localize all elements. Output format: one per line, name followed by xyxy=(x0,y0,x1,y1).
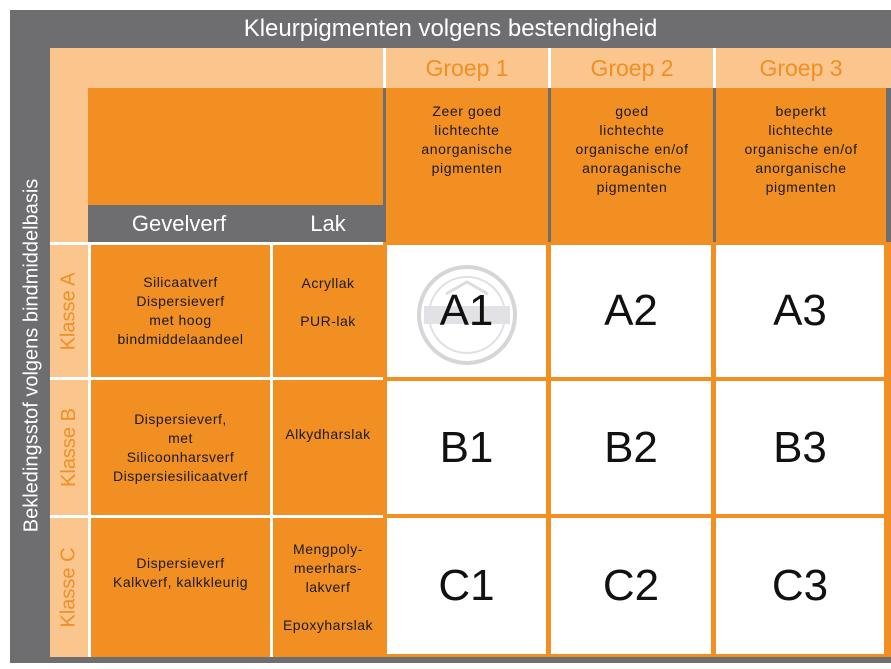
header-corner-block xyxy=(88,88,383,205)
side-title: Bekledingsstof volgens bindmiddelbasis xyxy=(20,178,43,533)
cell-c2: C2 xyxy=(602,561,660,610)
group-3-description: beperkt lichtechte organische en/of anorganische pigmenten xyxy=(716,88,886,242)
group-1-header: Groep 1 xyxy=(425,54,509,81)
diagram-title: Kleurpigmenten volgens bestendigheid xyxy=(243,15,658,42)
klasse-b-band xyxy=(50,380,88,515)
klasse-c-band xyxy=(50,518,88,657)
klasse-b-gevelverf: Dispersieverf, met Silicoonharsverf Dispersiesilicaatverf xyxy=(91,380,270,515)
cell-a3: A3 xyxy=(773,286,827,335)
klasse-a-lak: Acryllak PUR-lak xyxy=(273,245,383,377)
group-2-description: goed lichtechte organische en/of anoraganische pigmenten xyxy=(551,88,713,242)
klasse-a-gevelverf: Silicaatverf Dispersieverf met hoog bindmiddelaandeel xyxy=(91,245,270,377)
klasse-a-band xyxy=(50,245,88,377)
cell-c3: C3 xyxy=(771,561,829,610)
cell-a2: A2 xyxy=(604,286,658,335)
side-title-container xyxy=(14,48,50,663)
cell-b1: B1 xyxy=(439,422,494,472)
klasse-c-lak: Mengpoly- meerhars- lakverf Epoxyharslak xyxy=(273,518,383,657)
column-header-gevelverf: Gevelverf xyxy=(88,205,270,242)
grid-line-horizontal xyxy=(383,654,891,657)
klasse-b-lak: Alkydharslak xyxy=(273,380,383,515)
cell-b3: B3 xyxy=(773,422,827,472)
header-separator xyxy=(548,48,551,88)
cell-a1: A1 xyxy=(439,286,494,335)
header-separator xyxy=(713,48,716,88)
klasse-b-label: Klasse B xyxy=(57,408,80,487)
klasse-c-gevelverf: Dispersieverf Kalkverf, kalkkleurig xyxy=(91,518,270,657)
klasse-c-label: Klasse C xyxy=(57,547,80,628)
header-separator xyxy=(383,48,386,88)
group-1-description: Zeer goed lichtechte anorganische pigmenten xyxy=(386,88,548,242)
group-3-header: Groep 3 xyxy=(759,54,843,81)
klasse-a-label: Klasse A xyxy=(57,272,80,350)
cell-b2: B2 xyxy=(604,422,658,472)
grid-line-vertical xyxy=(884,242,891,657)
column-header-lak: Lak xyxy=(273,205,383,242)
cell-c1: C1 xyxy=(438,561,495,610)
group-2-header: Groep 2 xyxy=(590,54,674,81)
